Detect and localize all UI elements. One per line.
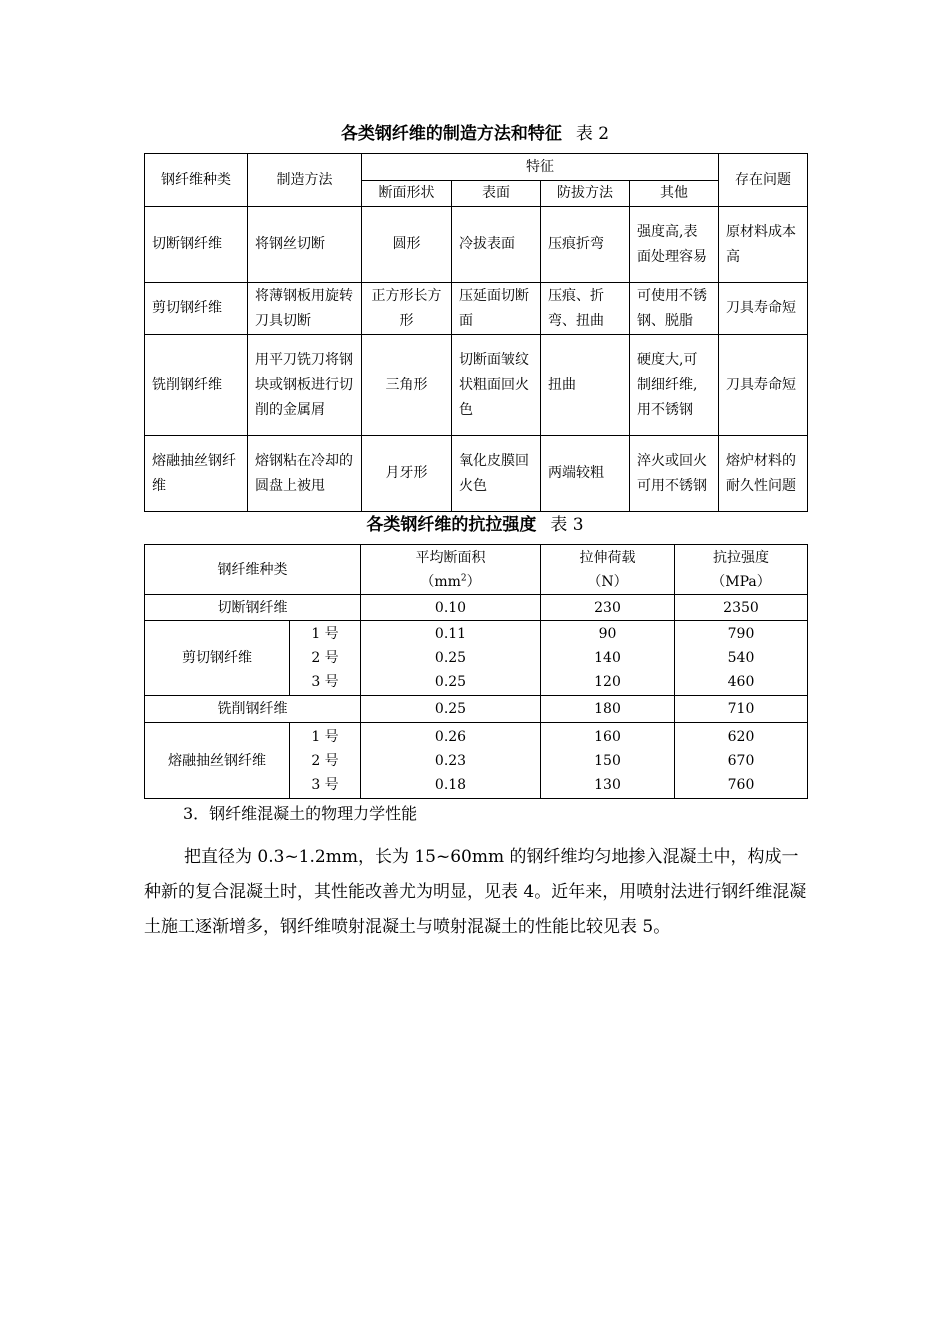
table2-title-text: 各类钢纤维的制造方法和特征 bbox=[340, 124, 562, 144]
header-section: 断面形状 bbox=[362, 181, 452, 207]
cell-section: 正方形长方形 bbox=[362, 283, 452, 335]
cell-sub-no bbox=[290, 723, 361, 799]
table3-header-row bbox=[145, 545, 808, 595]
cell-type: 切断钢纤维 bbox=[145, 207, 248, 283]
body-paragraph bbox=[144, 840, 807, 945]
cell-section: 圆形 bbox=[362, 207, 452, 283]
table-row bbox=[145, 283, 808, 335]
header-method: 制造方法 bbox=[248, 154, 362, 207]
table3-title bbox=[0, 515, 950, 535]
table-row bbox=[145, 595, 808, 621]
cell-strength bbox=[675, 723, 808, 799]
section-heading: 3．钢纤维混凝土的物理力学性能 bbox=[183, 804, 418, 823]
cell-method: 用平刀铣刀将钢块或钢板进行切削的金属屑 bbox=[248, 335, 362, 436]
cell-other: 强度高,表面处理容易 bbox=[630, 207, 719, 283]
header-area bbox=[361, 545, 541, 595]
table-row bbox=[145, 621, 808, 696]
cell-method: 将钢丝切断 bbox=[248, 207, 362, 283]
cell-type: 熔融抽丝钢纤维 bbox=[145, 436, 248, 512]
cell-antipull: 两端较粗 bbox=[541, 436, 630, 512]
cell-load: 180 bbox=[541, 696, 675, 723]
header-problem: 存在问题 bbox=[719, 154, 808, 207]
sub-strength: 540 bbox=[727, 650, 755, 666]
cell-load bbox=[541, 723, 675, 799]
sub-load: 150 bbox=[594, 752, 621, 769]
unit-superscript: 2 bbox=[460, 572, 467, 583]
sub-area: 0.18 bbox=[434, 776, 467, 793]
cell-problem: 熔炉材料的耐久性问题 bbox=[719, 436, 808, 512]
cell-other: 可使用不锈钢、脱脂 bbox=[630, 283, 719, 335]
cell-type: 剪切钢纤维 bbox=[145, 283, 248, 335]
sub-strength: 460 bbox=[727, 674, 755, 690]
header-features: 特征 bbox=[362, 154, 719, 181]
sub-load: 140 bbox=[594, 650, 621, 666]
unit-open: （mm bbox=[420, 573, 461, 590]
cell-strength: 710 bbox=[675, 696, 808, 723]
table-row bbox=[145, 335, 808, 436]
cell-method: 熔钢粘在冷却的圆盘上被甩 bbox=[248, 436, 362, 512]
sub-strength: 620 bbox=[727, 728, 755, 745]
unit-close: ） bbox=[466, 573, 481, 590]
cell-antipull: 扭曲 bbox=[541, 335, 630, 436]
table3-title-text: 各类钢纤维的抗拉强度 bbox=[366, 515, 537, 535]
cell-type: 熔融抽丝钢纤维 bbox=[145, 723, 290, 799]
cell-problem: 刀具寿命短 bbox=[719, 335, 808, 436]
header-load-label: 拉伸荷载 bbox=[579, 549, 636, 566]
sub-load: 90 bbox=[598, 626, 617, 642]
sub-area: 0.25 bbox=[434, 650, 467, 666]
header-type: 钢纤维种类 bbox=[145, 154, 248, 207]
table-row bbox=[145, 436, 808, 512]
table3 bbox=[144, 544, 808, 799]
header-type: 钢纤维种类 bbox=[145, 545, 361, 595]
header-other: 其他 bbox=[630, 181, 719, 207]
header-strength-label: 抗拉强度 bbox=[713, 549, 769, 566]
header-antipull: 防拔方法 bbox=[541, 181, 630, 207]
cell-surface: 压延面切断面 bbox=[452, 283, 541, 335]
table2 bbox=[144, 153, 808, 512]
cell-other: 硬度大,可制细纤维,用不锈钢 bbox=[630, 335, 719, 436]
table-row bbox=[145, 696, 808, 723]
sub-no: 2 号 bbox=[311, 752, 339, 769]
cell-area: 0.25 bbox=[361, 696, 541, 723]
header-strength bbox=[675, 545, 808, 595]
table-row bbox=[145, 723, 808, 799]
cell-section: 月牙形 bbox=[362, 436, 452, 512]
header-area-unit bbox=[365, 570, 536, 594]
sub-load: 160 bbox=[594, 728, 621, 745]
sub-area: 0.11 bbox=[434, 626, 467, 642]
sub-no: 3 号 bbox=[311, 674, 339, 690]
table-row bbox=[145, 207, 808, 283]
cell-surface: 氧化皮膜回火色 bbox=[452, 436, 541, 512]
sub-no: 1 号 bbox=[311, 728, 339, 745]
header-load-unit: （N） bbox=[587, 573, 628, 590]
cell-antipull: 压痕折弯 bbox=[541, 207, 630, 283]
cell-problem: 原材料成本高 bbox=[719, 207, 808, 283]
cell-surface: 切断面皱纹状粗面回火色 bbox=[452, 335, 541, 436]
table2-header-row bbox=[145, 154, 808, 181]
header-strength-unit: （MPa） bbox=[711, 573, 771, 590]
cell-area bbox=[361, 621, 541, 696]
sub-no: 3 号 bbox=[311, 776, 339, 793]
sub-strength: 760 bbox=[727, 776, 755, 793]
cell-strength bbox=[675, 621, 808, 696]
header-load bbox=[541, 545, 675, 595]
cell-area: 0.10 bbox=[361, 595, 541, 621]
cell-method: 将薄钢板用旋转刀具切断 bbox=[248, 283, 362, 335]
sub-load: 130 bbox=[594, 776, 621, 793]
cell-strength: 2350 bbox=[675, 595, 808, 621]
sub-no: 2 号 bbox=[311, 650, 339, 666]
cell-other: 淬火或回火可用不锈钢 bbox=[630, 436, 719, 512]
sub-area: 0.23 bbox=[434, 752, 467, 769]
cell-antipull: 压痕、折弯、扭曲 bbox=[541, 283, 630, 335]
cell-sub-no bbox=[290, 621, 361, 696]
cell-area bbox=[361, 723, 541, 799]
cell-type: 剪切钢纤维 bbox=[145, 621, 290, 696]
header-surface: 表面 bbox=[452, 181, 541, 207]
header-area-label: 平均断面积 bbox=[415, 549, 486, 566]
cell-type: 切断钢纤维 bbox=[145, 595, 361, 621]
sub-load: 120 bbox=[594, 674, 621, 690]
cell-type: 铣削钢纤维 bbox=[145, 696, 361, 723]
sub-area: 0.25 bbox=[434, 674, 467, 690]
cell-load: 230 bbox=[541, 595, 675, 621]
cell-section: 三角形 bbox=[362, 335, 452, 436]
sub-strength: 790 bbox=[727, 626, 755, 642]
sub-area: 0.26 bbox=[434, 728, 467, 745]
cell-problem: 刀具寿命短 bbox=[719, 283, 808, 335]
cell-surface: 冷拔表面 bbox=[452, 207, 541, 283]
paragraph-text: 把直径为 0.3~1.2mm，长为 15~60mm 的钢纤维均匀地掺入混凝土中，构成一种新的复合混凝土时，其性能改善尤为明显，见表 4。近年来，用喷射法进行钢纤维混凝土施工逐渐增多，钢纤维喷射混凝土与喷射混凝土的性能比较见表 5。 bbox=[144, 847, 807, 937]
cell-type: 铣削钢纤维 bbox=[145, 335, 248, 436]
cell-load bbox=[541, 621, 675, 696]
sub-strength: 670 bbox=[727, 752, 755, 769]
table2-number: 表 2 bbox=[575, 124, 610, 144]
table3-number: 表 3 bbox=[550, 515, 584, 535]
sub-no: 1 号 bbox=[311, 626, 339, 642]
table2-title bbox=[0, 124, 950, 144]
